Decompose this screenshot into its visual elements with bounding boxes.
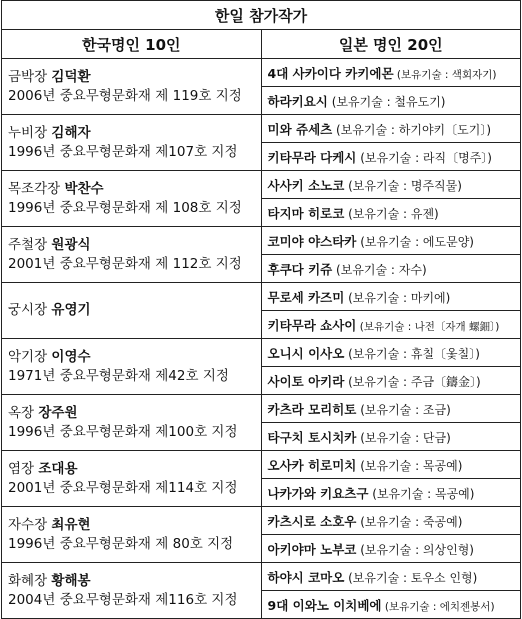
japanese-master-name: 카츠라 모리히토	[267, 402, 357, 417]
japanese-master-skill: (보유기술 : 주금〔鑄金〕)	[344, 375, 481, 389]
japanese-master-cell	[261, 87, 521, 115]
master-title-line	[8, 124, 261, 143]
table-row	[2, 283, 521, 311]
master-name: 김덕환	[51, 68, 91, 85]
japanese-master-skill: (보유기술 : 죽공예)	[356, 515, 463, 529]
korean-master-cell	[2, 395, 262, 451]
japanese-master-cell	[261, 227, 521, 255]
master-role: 금박장	[8, 68, 52, 85]
japanese-master-skill: (보유기술 : 명주직물)	[344, 179, 462, 193]
table-row	[2, 339, 521, 367]
master-name: 이영수	[51, 348, 91, 365]
master-role: 염장	[8, 460, 39, 477]
japanese-master-name: 나카가와 키요츠구	[267, 486, 369, 501]
japanese-master-skill: (보유기술 : 철유도기)	[327, 95, 446, 109]
korean-master-cell	[2, 507, 262, 563]
table-row	[2, 227, 521, 255]
japanese-master-name: 4대 사카이다 카키에몬	[267, 66, 394, 81]
korean-master-cell	[2, 59, 262, 115]
table-row	[2, 507, 521, 535]
japanese-master-skill: (보유기술 : 토우소 인형)	[344, 571, 478, 585]
japanese-master-skill: (보유기술 : 의상인형)	[356, 543, 474, 557]
master-title-line	[8, 301, 261, 320]
japanese-master-skill: (보유기술 : 하기야키〔도기〕)	[332, 123, 492, 137]
japanese-master-cell	[261, 367, 521, 395]
korean-master-cell	[2, 283, 262, 339]
japanese-master-skill: (보유기술 : 에치젠봉서)	[381, 601, 495, 613]
master-role: 목조각장	[8, 180, 65, 197]
master-designation: 1996년 중요무형문화재 제107호 지정	[8, 143, 238, 160]
japanese-master-name: 무로세 카즈미	[267, 290, 345, 305]
japanese-master-skill: (보유기술 : 조금)	[356, 403, 451, 417]
master-title-line	[8, 460, 261, 479]
master-title-line	[8, 348, 261, 367]
master-name: 유영기	[51, 302, 91, 318]
japanese-master-skill: (보유기술 : 단금)	[356, 431, 451, 445]
master-designation: 2004년 중요무형문화재 제116호 지정	[8, 591, 238, 608]
japanese-master-skill: (보유기술 : 목공예)	[356, 459, 463, 473]
japanese-master-name: 키타무라 쇼사이	[267, 318, 357, 333]
japanese-master-name: 키타무라 다케시	[267, 150, 357, 165]
master-title-line	[8, 180, 261, 199]
japanese-master-name: 사이토 아키라	[267, 374, 345, 389]
table-row	[2, 451, 521, 479]
master-designation: 2001년 중요무형문화재 제114호 지정	[8, 479, 238, 496]
master-role: 누비장	[8, 124, 52, 141]
master-role: 옥장	[8, 404, 39, 421]
japanese-master-name: 카츠시로 소호우	[267, 514, 357, 529]
japanese-master-skill: (보유기술 : 나전〔자개 螺鈿〕)	[356, 321, 500, 333]
master-designation: 1971년 중요무형문화재 제42호 지정	[8, 367, 229, 384]
japanese-master-cell	[261, 199, 521, 227]
japanese-master-cell	[261, 143, 521, 171]
master-title-line	[8, 572, 261, 591]
korean-master-cell	[2, 171, 262, 227]
japanese-master-cell	[261, 115, 521, 143]
japanese-master-name: 오니시 이사오	[267, 346, 345, 361]
korean-master-cell	[2, 563, 262, 619]
master-designation: 2001년 중요무형문화재 제 112호 지정	[8, 255, 242, 272]
master-name: 김해자	[51, 124, 91, 141]
table-row	[2, 395, 521, 423]
japanese-master-name: 후쿠다 키쥬	[267, 262, 333, 277]
japanese-master-cell	[261, 535, 521, 563]
japanese-master-cell	[261, 395, 521, 423]
japanese-master-cell	[261, 283, 521, 311]
table-title: 한일 참가작가	[2, 1, 521, 30]
korean-master-cell	[2, 339, 262, 395]
japanese-master-cell	[261, 591, 521, 619]
japanese-master-cell	[261, 507, 521, 535]
japanese-master-name: 하야시 코마오	[267, 570, 345, 585]
master-role: 악기장	[8, 348, 52, 365]
master-title-line	[8, 68, 261, 87]
japanese-master-name: 오사카 히로미치	[267, 458, 357, 473]
japanese-master-name: 미와 쥬세츠	[267, 122, 333, 137]
japanese-master-name: 하라키요시	[267, 94, 328, 109]
master-role: 화혜장	[8, 572, 52, 589]
japanese-master-skill: (보유기술 : 에도문양)	[356, 235, 474, 249]
japanese-master-name: 타구치 토시치카	[267, 430, 357, 445]
master-role: 자수장	[8, 516, 52, 533]
japanese-master-cell	[261, 59, 521, 87]
master-name: 원광식	[51, 236, 91, 253]
master-name: 최유현	[51, 516, 91, 533]
japanese-master-cell	[261, 255, 521, 283]
master-title-line	[8, 516, 261, 535]
japanese-master-skill: (보유기술 : 목공예)	[368, 487, 475, 501]
master-designation: 1996년 중요무형문화재 제 108호 지정	[8, 199, 242, 216]
master-name: 박찬수	[64, 180, 104, 197]
korean-master-cell	[2, 115, 262, 171]
master-title-line	[8, 404, 261, 423]
header-korea: 한국명인 10인	[2, 30, 262, 59]
japanese-master-name: 코미야 야스타카	[267, 234, 357, 249]
japanese-master-skill: (보유기술 : 유젠)	[344, 207, 439, 221]
japanese-master-name: 타지마 히로코	[267, 206, 345, 221]
master-title-line	[8, 236, 261, 255]
master-name: 조대용	[38, 460, 78, 477]
japanese-master-cell	[261, 311, 521, 339]
table-body	[2, 59, 521, 619]
table-row	[2, 115, 521, 143]
table-row	[2, 171, 521, 199]
master-name: 황해봉	[51, 572, 91, 589]
japanese-master-skill: (보유기술 : 마키에)	[344, 291, 451, 305]
korean-master-cell	[2, 227, 262, 283]
master-role: 궁시장	[8, 302, 52, 318]
japanese-master-cell	[261, 563, 521, 591]
japanese-master-cell	[261, 171, 521, 199]
japanese-master-name: 사사키 소노코	[267, 178, 345, 193]
table-row	[2, 563, 521, 591]
japanese-master-name: 9대 이와노 이치베에	[267, 598, 382, 613]
japanese-master-cell	[261, 339, 521, 367]
japanese-master-cell	[261, 479, 521, 507]
table-row	[2, 59, 521, 87]
master-designation: 2006년 중요무형문화재 제 119호 지정	[8, 87, 242, 104]
header-japan: 일본 명인 20인	[261, 30, 521, 59]
artists-table	[1, 0, 521, 619]
master-designation: 1996년 중요무형문화재 제 80호 지정	[8, 535, 234, 552]
japanese-master-name: 아키야마 노부코	[267, 542, 357, 557]
master-role: 주철장	[8, 236, 52, 253]
japanese-master-skill: (보유기술 : 휴칠〔옻칠〕)	[344, 347, 480, 361]
japanese-master-cell	[261, 451, 521, 479]
master-name: 장주원	[38, 404, 78, 421]
japanese-master-skill: (보유기술 : 색회자기)	[393, 69, 497, 81]
japanese-master-skill: (보유기술 : 라직〔명주〕)	[356, 151, 492, 165]
korean-master-cell	[2, 451, 262, 507]
japanese-master-skill: (보유기술 : 자수)	[332, 263, 427, 277]
japanese-master-cell	[261, 423, 521, 451]
master-designation: 1996년 중요무형문화재 제100호 지정	[8, 423, 238, 440]
